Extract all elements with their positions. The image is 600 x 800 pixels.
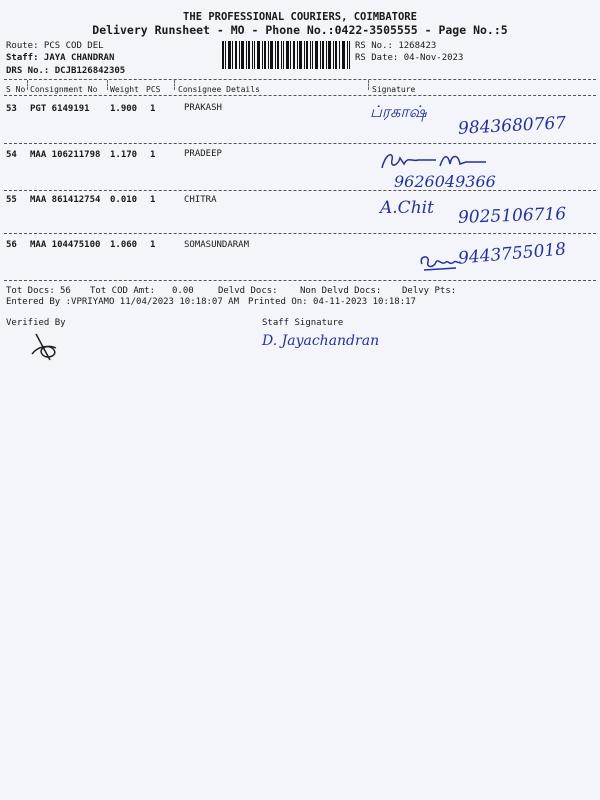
row-consignee: PRAKASH <box>184 103 222 113</box>
row-pcs: 1 <box>150 240 156 250</box>
barcode <box>222 41 350 69</box>
row-weight: 0.010 <box>110 195 138 205</box>
col-consignment: Consignment No <box>30 85 98 94</box>
col-pcs: PCS <box>146 85 161 94</box>
col-divider <box>27 80 28 90</box>
row-weight: 1.900 <box>110 104 138 114</box>
route-label: Route: PCS COD DEL <box>6 41 104 51</box>
row-sno: 53 <box>6 104 17 114</box>
tot-docs-value: 56 <box>60 286 71 296</box>
col-divider <box>107 80 108 90</box>
delvy-pts-label: Delvy Pts: <box>402 286 457 296</box>
row-sno: 55 <box>6 195 17 205</box>
drs-number: DRS No.: DCJB126842305 <box>6 66 126 76</box>
col-consignee: Consignee Details <box>178 85 260 94</box>
header-rule-bottom <box>4 95 596 96</box>
row-pcs: 1 <box>150 195 156 205</box>
row-consignee: PRADEEP <box>184 149 222 159</box>
row-consignment: MAA 104475100 <box>30 240 101 250</box>
handwritten-phone: 9843680767 <box>457 113 567 139</box>
rs-number: RS No.: 1268423 <box>355 41 437 51</box>
row-rule <box>4 233 596 234</box>
row-rule <box>4 143 596 144</box>
tot-docs-label: Tot Docs: <box>6 286 55 296</box>
company-title: THE PROFESSIONAL COURIERS, COIMBATORE <box>183 11 417 23</box>
verified-signature <box>28 330 64 366</box>
runsheet-subtitle: Delivery Runsheet - MO - Phone No.:0422-3505555 - Page No.:5 <box>92 23 508 37</box>
row-weight: 1.060 <box>110 240 138 250</box>
row-rule <box>4 280 596 281</box>
non-delvd-docs-label: Non Delvd Docs: <box>300 286 382 296</box>
header-rule-top <box>4 79 596 80</box>
row-rule <box>4 190 596 191</box>
delvd-docs-label: Delvd Docs: <box>218 286 278 296</box>
rs-date: RS Date: 04-Nov-2023 <box>355 53 464 63</box>
row-weight: 1.170 <box>110 150 138 160</box>
row-pcs: 1 <box>150 104 156 114</box>
handwritten-signature <box>416 250 462 274</box>
tot-cod-label: Tot COD Amt: <box>90 286 156 296</box>
row-consignment: MAA 106211798 <box>30 150 101 160</box>
printed-on: Printed On: 04-11-2023 10:18:17 <box>248 297 416 307</box>
row-sno: 56 <box>6 240 17 250</box>
handwritten-phone: 9443755018 <box>457 239 567 269</box>
handwritten-phone: 9626049366 <box>394 172 496 191</box>
col-divider <box>174 80 175 90</box>
col-weight: Weight <box>110 85 139 94</box>
staff-signature-label: Staff Signature <box>262 318 344 328</box>
staff-label: Staff: JAYA CHANDRAN <box>6 53 115 63</box>
col-sno: S No <box>6 85 26 94</box>
row-consignment: MAA 861412754 <box>30 195 101 205</box>
col-divider <box>368 80 369 90</box>
row-consignee: CHITRA <box>184 195 217 205</box>
handwritten-phone: 9025106716 <box>457 204 567 228</box>
row-consignee: SOMASUNDARAM <box>184 240 250 250</box>
handwritten-name: ப்ரகாஷ் <box>370 102 427 121</box>
staff-signature-handwritten: D. Jayachandran <box>262 333 380 349</box>
tot-cod-value: 0.00 <box>172 286 194 296</box>
handwritten-name: A.Chit <box>380 198 434 218</box>
entered-by: Entered By :VPRIYAMO 11/04/2023 10:18:07 AM <box>6 297 239 307</box>
row-sno: 54 <box>6 150 17 160</box>
verified-by-label: Verified By <box>6 318 66 328</box>
col-signature: Signature <box>372 85 416 94</box>
row-pcs: 1 <box>150 150 156 160</box>
row-consignment: PGT 6149191 <box>30 104 90 114</box>
